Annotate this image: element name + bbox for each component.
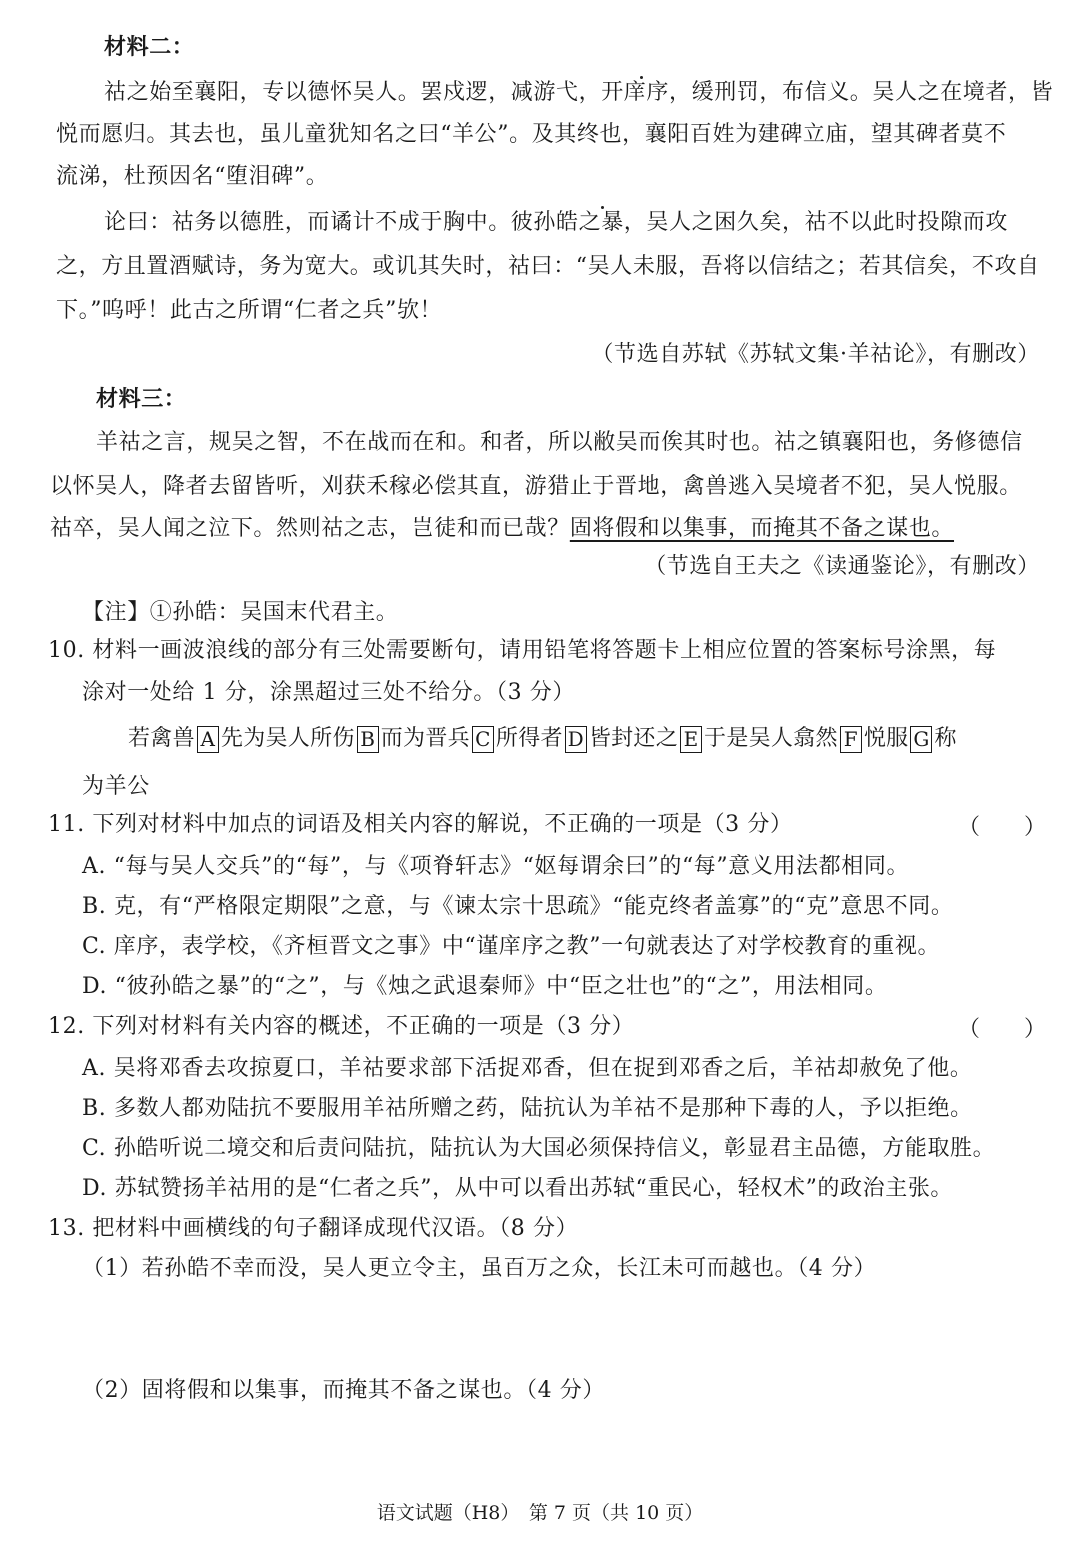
question-10-stem: 10. 材料一画波浪线的部分有三处需要断句，请用铅笔将答题卡上相应位置的答案标号涂黑，每 — [48, 638, 997, 663]
material-two-line: 悦而愿归。其去也，虽儿童犹知名之曰“羊公”。及其终也，襄阳百姓为建碑立庙，望其碑者莫不 — [56, 122, 1007, 147]
emphasis-dot — [601, 206, 604, 209]
material-three-heading: 材料三： — [96, 386, 187, 412]
material-two-line: 论曰：祜务以德胜，而谲计不成于胸中。彼孙皓之暴，吴人之困久矣，祜不以此时投隙而攻 — [104, 210, 1009, 235]
question-12-option-c[interactable]: C. 孙皓听说二境交和后责问陆抗，陆抗认为大国必须保持信义，彰显君主品德，方能取胜。 — [82, 1136, 996, 1161]
sentence-segment: 称 — [934, 726, 957, 751]
material-two-line: 祜之始至襄阳，专以德怀吴人。罢戍逻，减游弋，开庠序，缓刑罚，布信义。吴人之在境者，皆 — [104, 80, 1054, 105]
material-two-line: 下。”呜呼！此古之所谓“仁者之兵”欤！ — [56, 298, 443, 323]
question-13-stem: 13. 把材料中画横线的句子翻译成现代汉语。（8 分） — [48, 1216, 579, 1241]
material-two-line: 流涕，杜预因名“堕泪碑”。 — [56, 164, 329, 189]
break-option-c[interactable]: C — [472, 726, 494, 753]
question-12-answer-paren[interactable]: （ ） — [958, 1017, 1047, 1042]
sentence-segment: 若禽兽 — [128, 726, 195, 751]
question-11-answer-paren[interactable]: （ ） — [958, 815, 1047, 840]
question-11-option-a[interactable]: A. “每与吴人交兵”的“每”，与《项脊轩志》“妪每谓余曰”的“每”意义用法都相同。 — [82, 854, 910, 879]
material-two-source: （节选自苏轼《苏轼文集·羊祜论》，有删改） — [591, 342, 1040, 367]
emphasis-dot — [640, 76, 643, 79]
page-footer: 语文试题（H8） 第 7 页（共 10 页） — [376, 1502, 704, 1524]
sentence-segment: 所得者 — [495, 726, 563, 751]
question-10-stem-cont: 涂对一处给 1 分，涂黑超过三处不给分。（3 分） — [82, 680, 575, 705]
break-option-f[interactable]: F — [840, 726, 862, 753]
material-three-source: （节选自王夫之《读通鉴论》，有删改） — [644, 554, 1040, 579]
question-10-sentence-tail: 为羊公 — [82, 774, 150, 799]
material-three-line: 羊祜之言，规吴之智，不在战而在和。和者，所以敝吴而俟其时也。祜之镇襄阳也，务修德信 — [96, 430, 1023, 455]
question-10-sentence — [128, 724, 957, 754]
break-option-e[interactable]: E — [680, 726, 702, 753]
sentence-segment: 而为晋兵 — [380, 726, 470, 751]
question-12-option-a[interactable]: A. 吴将邓香去攻掠夏口，羊祜要求部下活捉邓香，但在捉到邓香之后，羊祜却赦免了他。 — [82, 1056, 973, 1081]
question-11-option-d[interactable]: D. “彼孙皓之暴”的“之”，与《烛之武退秦师》中“臣之壮也”的“之”，用法相同。 — [82, 974, 888, 999]
question-12-stem: 12. 下列对材料有关内容的概述，不正确的一项是（3 分） — [48, 1014, 635, 1039]
question-13-sentence-2: （2）固将假和以集事，而掩其不备之谋也。（4 分） — [82, 1378, 605, 1403]
break-option-g[interactable]: G — [910, 726, 932, 753]
question-12-option-d[interactable]: D. 苏轼赞扬羊祜用的是“仁者之兵”，从中可以看出苏轼“重民心，轻权术”的政治主张。 — [82, 1176, 954, 1201]
footnote: 【注】①孙皓：吴国末代君主。 — [82, 600, 399, 625]
material-three-text: 祜卒，吴人闻之泣下。然则祜之志，岂徒和而已哉？ — [50, 516, 570, 541]
break-option-a[interactable]: A — [197, 726, 219, 753]
sentence-segment: 悦服 — [863, 726, 909, 751]
material-two-line: 之，方且置酒赋诗，务为宽大。或讥其失时，祜曰：“吴人未服，吾将以信结之；若其信矣，不攻自 — [56, 254, 1040, 279]
question-11-option-c[interactable]: C. 庠序，表学校，《齐桓晋文之事》中“谨庠序之教”一句就表达了对学校教育的重视。 — [82, 934, 941, 959]
break-option-d[interactable]: D — [565, 726, 587, 753]
question-11-stem: 11. 下列对材料中加点的词语及相关内容的解说，不正确的一项是（3 分） — [48, 812, 793, 837]
break-option-b[interactable]: B — [357, 726, 379, 753]
material-three-line: 以怀吴人，降者去留皆听，刈获禾稼必偿其直，游猎止于晋地，禽兽逃入吴境者不犯，吴人悦服。 — [50, 474, 1022, 499]
question-13-sentence-1: （1）若孙皓不幸而没，吴人更立令主，虽百万之众，长江未可而越也。（4 分） — [82, 1256, 877, 1281]
question-12-option-b[interactable]: B. 多数人都劝陆抗不要服用羊祜所赠之药，陆抗认为羊祜不是那种下毒的人，予以拒绝。 — [82, 1096, 973, 1121]
material-three-line — [50, 514, 954, 544]
material-two-heading: 材料二： — [104, 34, 195, 60]
underlined-sentence: 固将假和以集事，而掩其不备之谋也。 — [569, 516, 955, 541]
question-11-option-b[interactable]: B. 克，有“严格限定期限”之意，与《谏太宗十思疏》“能克终者盖寡”的“克”意思不同。 — [82, 894, 954, 919]
sentence-segment: 于是吴人翕然 — [704, 726, 838, 751]
sentence-segment: 先为吴人所伤 — [220, 726, 355, 751]
sentence-segment: 皆封还之 — [588, 726, 679, 751]
